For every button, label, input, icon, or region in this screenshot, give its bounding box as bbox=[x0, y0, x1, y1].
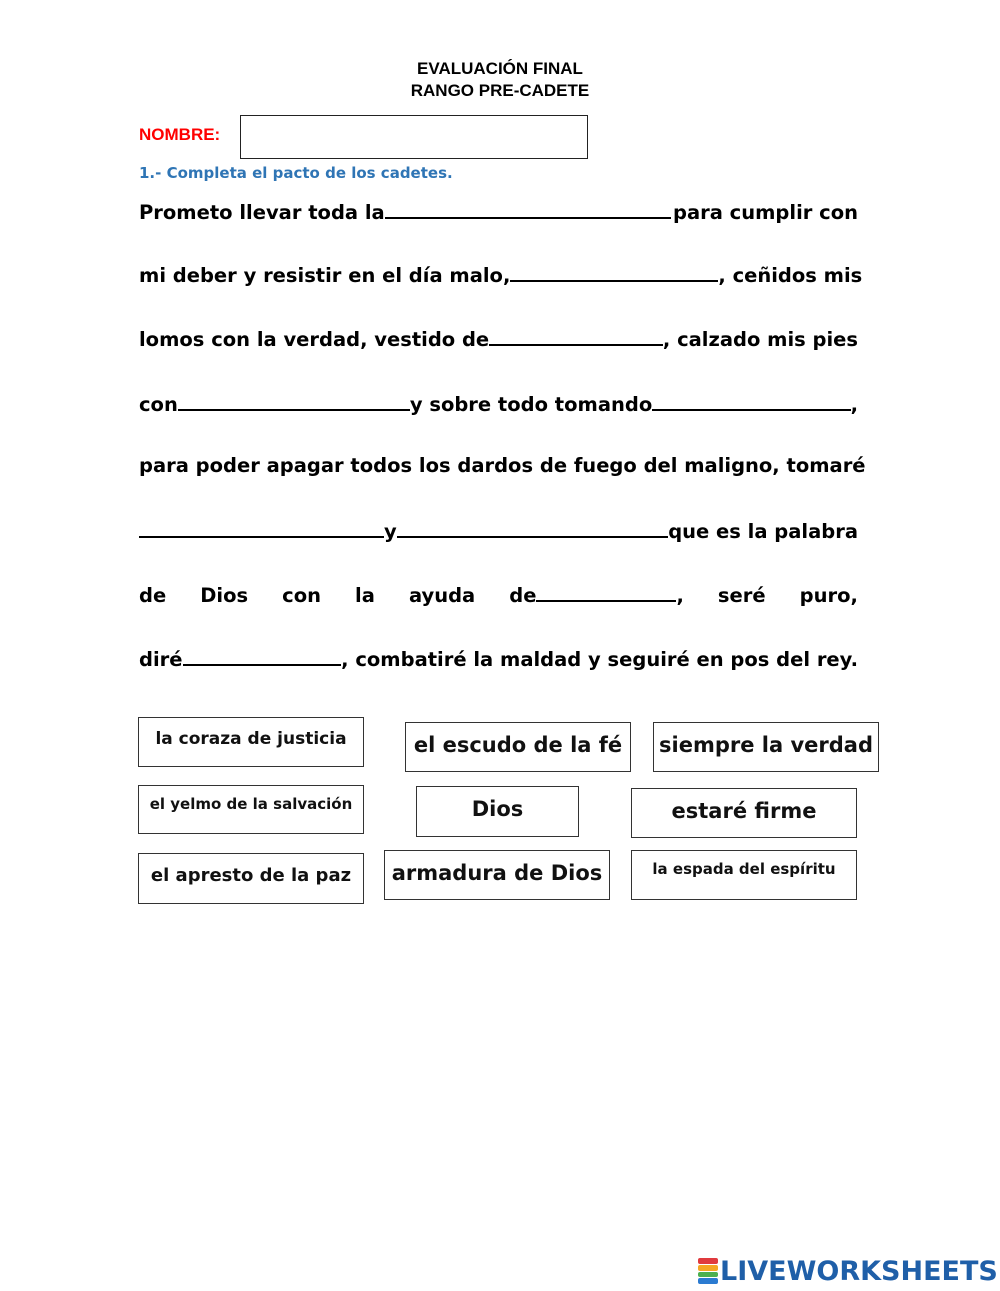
pact-text: , calzado mis pies bbox=[662, 328, 858, 351]
blank-peace[interactable] bbox=[178, 391, 410, 411]
liveworksheets-logo bbox=[698, 1256, 998, 1286]
pact-text: , combatiré la maldad y seguiré en pos del rey. bbox=[341, 648, 858, 671]
option-escudo[interactable]: el escudo de la fé bbox=[405, 722, 631, 772]
option-apresto[interactable]: el apresto de la paz bbox=[138, 853, 364, 904]
pact-line-7 bbox=[139, 582, 858, 614]
pact-word: seré bbox=[717, 584, 766, 607]
pact-word: ayuda bbox=[408, 584, 476, 607]
pact-word: la bbox=[355, 584, 375, 607]
blank-shield[interactable] bbox=[652, 391, 850, 411]
worksheet-title: EVALUACIÓN FINAL bbox=[417, 59, 583, 78]
instruction-text: 1.- Completa el pacto de los cadetes. bbox=[139, 164, 453, 182]
pact-word: puro, bbox=[799, 584, 858, 607]
pact-text: que es la palabra bbox=[668, 520, 858, 543]
blank-firm[interactable] bbox=[510, 262, 718, 282]
pact-line-6 bbox=[139, 518, 858, 550]
option-coraza[interactable]: la coraza de justicia bbox=[138, 717, 364, 767]
pact-word: con bbox=[282, 584, 321, 607]
pact-text: y bbox=[384, 520, 397, 543]
option-yelmo[interactable]: el yelmo de la salvación bbox=[138, 785, 364, 834]
pact-word-group bbox=[509, 582, 684, 607]
pact-text: Prometo llevar toda la bbox=[139, 201, 385, 224]
pact-line-4 bbox=[139, 391, 858, 423]
option-dios[interactable]: Dios bbox=[416, 786, 579, 837]
pact-line-5 bbox=[139, 454, 866, 486]
logo-icon bbox=[698, 1258, 718, 1284]
pact-text: para poder apagar todos los dardos de fuego del maligno, tomaré bbox=[139, 454, 866, 477]
pact-text: , ceñidos mis bbox=[718, 264, 863, 287]
brand-text: LIVEWORKSHEETS bbox=[720, 1255, 998, 1287]
pact-word: de bbox=[509, 584, 537, 607]
pact-word: , bbox=[676, 584, 684, 607]
pact-text: para cumplir con bbox=[672, 201, 858, 224]
pact-text: y sobre todo tomando bbox=[409, 393, 653, 416]
option-armadura[interactable]: armadura de Dios bbox=[384, 850, 610, 900]
pact-line-2 bbox=[139, 262, 863, 294]
blank-sword[interactable] bbox=[397, 518, 668, 538]
pact-text: , bbox=[850, 393, 858, 416]
pact-line-3 bbox=[139, 326, 858, 358]
blank-truth[interactable] bbox=[183, 646, 342, 666]
blank-breastplate[interactable] bbox=[489, 326, 663, 346]
pact-text: lomos con la verdad, vestido de bbox=[139, 328, 490, 351]
pact-line-1 bbox=[139, 199, 858, 231]
name-label: NOMBRE: bbox=[139, 125, 221, 144]
option-espada[interactable]: la espada del espíritu bbox=[631, 850, 857, 900]
option-verdad[interactable]: siempre la verdad bbox=[653, 722, 879, 772]
pact-text: mi deber y resistir en el día malo, bbox=[139, 264, 511, 287]
worksheet-subtitle: RANGO PRE-CADETE bbox=[410, 81, 590, 100]
blank-god[interactable] bbox=[536, 582, 676, 602]
blank-armor[interactable] bbox=[385, 199, 671, 219]
pact-line-8 bbox=[139, 646, 858, 678]
blank-helmet[interactable] bbox=[139, 518, 384, 538]
pact-word: Dios bbox=[200, 584, 249, 607]
pact-text: diré bbox=[139, 648, 183, 671]
pact-word: de bbox=[139, 584, 167, 607]
option-firme[interactable]: estaré firme bbox=[631, 788, 857, 838]
pact-text: con bbox=[139, 393, 178, 416]
name-input[interactable] bbox=[240, 115, 588, 159]
